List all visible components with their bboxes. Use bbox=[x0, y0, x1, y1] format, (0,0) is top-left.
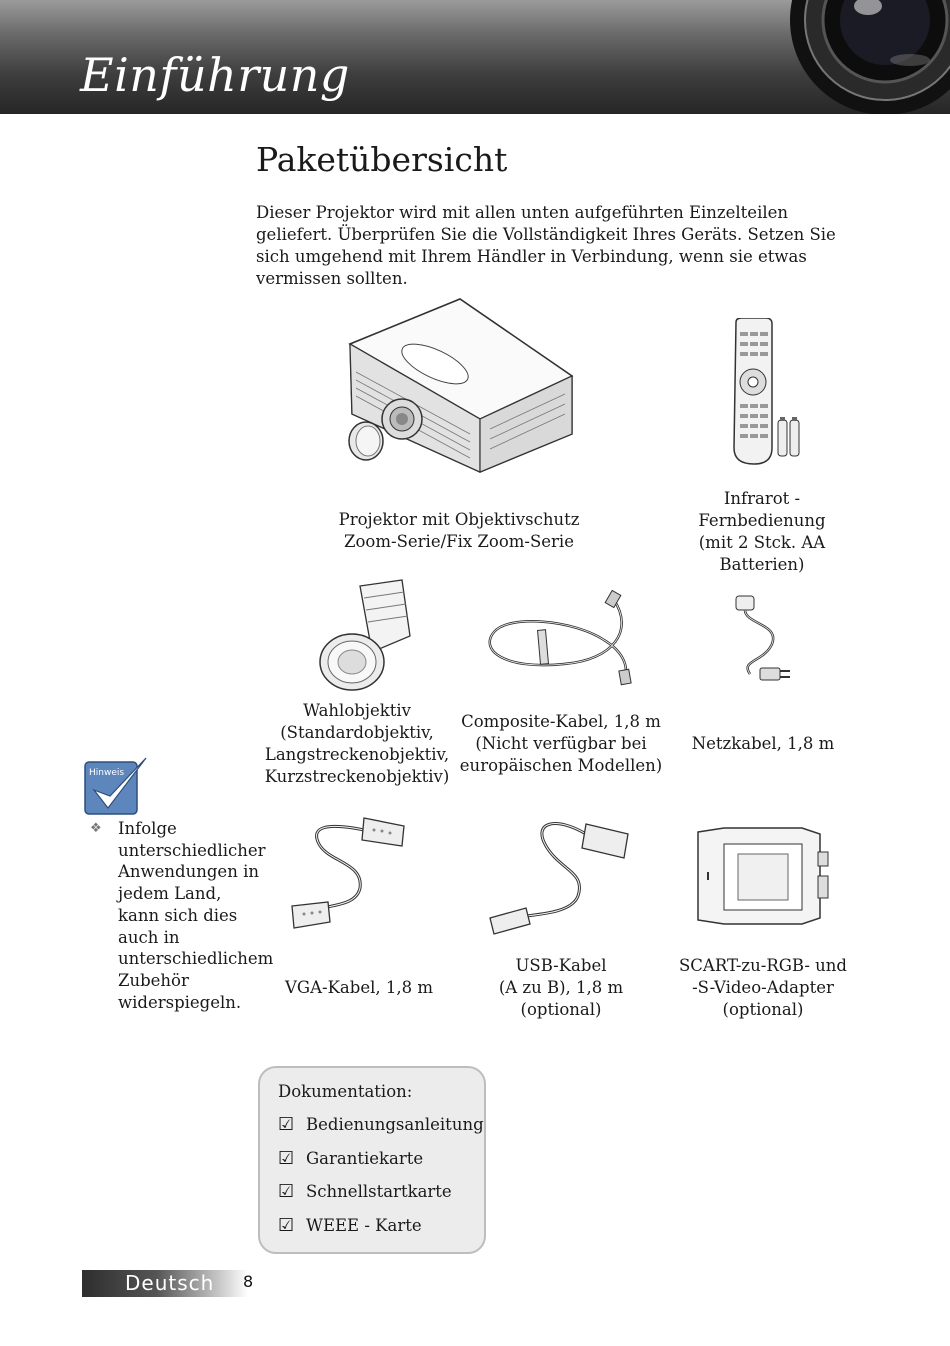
projector-caption: Projektor mit Objektivschutz Zoom-Serie/Fix Zoom-Serie bbox=[338, 510, 580, 551]
chapter-title: Einführung bbox=[80, 48, 350, 102]
scart-adapter-illustration bbox=[694, 824, 832, 928]
optional-lens-caption: Wahlobjektiv (Standardobjektiv, Langstreckenobjektiv, Kurzstreckenobjektiv) bbox=[264, 701, 450, 786]
documentation-item: ☑ WEEE - Karte bbox=[278, 1215, 422, 1236]
page-number: 8 bbox=[243, 1272, 254, 1291]
section-title: Paketübersicht bbox=[256, 140, 508, 179]
lens-cap-illustration bbox=[346, 420, 386, 462]
svg-text:Hinweis: Hinweis bbox=[89, 768, 125, 778]
composite-cable-caption: Composite-Kabel, 1,8 m (Nicht verfügbar bei europäischen Modellen) bbox=[459, 712, 663, 775]
remote-control-illustration bbox=[728, 318, 808, 466]
checkbox-icon: ☑ bbox=[278, 1181, 295, 1202]
checkmark-note-icon bbox=[84, 756, 150, 818]
vga-cable-illustration bbox=[284, 812, 414, 936]
remote-caption: Infrarot - Fernbedienung (mit 2 Stck. AA Batterien) bbox=[698, 489, 826, 574]
intro-paragraph: Dieser Projektor wird mit allen unten aufgeführten Einzelteilen geliefert. Überprüfen Sie die Vollständigkeit Ihres Geräts. Setzen Sie sich umgehend mit Ihrem Händler in Verbindung, wenn sie etwas vermissen sollten. bbox=[256, 203, 836, 288]
optional-lens-illustration bbox=[312, 576, 422, 698]
documentation-item: ☑ Schnellstartkarte bbox=[278, 1181, 452, 1202]
composite-cable-illustration bbox=[484, 590, 634, 686]
scart-adapter-caption: SCART-zu-RGB- und -S-Video-Adapter (optional) bbox=[679, 956, 847, 1019]
checkbox-icon: ☑ bbox=[278, 1114, 295, 1135]
header-banner bbox=[0, 0, 950, 114]
power-cord-illustration bbox=[730, 594, 794, 686]
documentation-title: Dokumentation: bbox=[278, 1082, 413, 1101]
diamond-bullet-icon: ❖ bbox=[90, 821, 102, 836]
checkbox-icon: ☑ bbox=[278, 1148, 295, 1169]
documentation-item: ☑ Bedienungsanleitung bbox=[278, 1114, 484, 1135]
checkbox-icon: ☑ bbox=[278, 1215, 295, 1236]
documentation-item: ☑ Garantiekarte bbox=[278, 1148, 424, 1169]
lens-graphic bbox=[750, 0, 950, 114]
documentation-box bbox=[258, 1066, 486, 1254]
usb-cable-caption: USB-Kabel (A zu B), 1,8 m (optional) bbox=[498, 956, 624, 1019]
footer-language: Deutsch bbox=[125, 1271, 215, 1295]
usb-cable-illustration bbox=[486, 812, 636, 936]
power-cord-caption: Netzkabel, 1,8 m bbox=[691, 734, 835, 753]
vga-cable-caption: VGA-Kabel, 1,8 m bbox=[285, 978, 433, 997]
